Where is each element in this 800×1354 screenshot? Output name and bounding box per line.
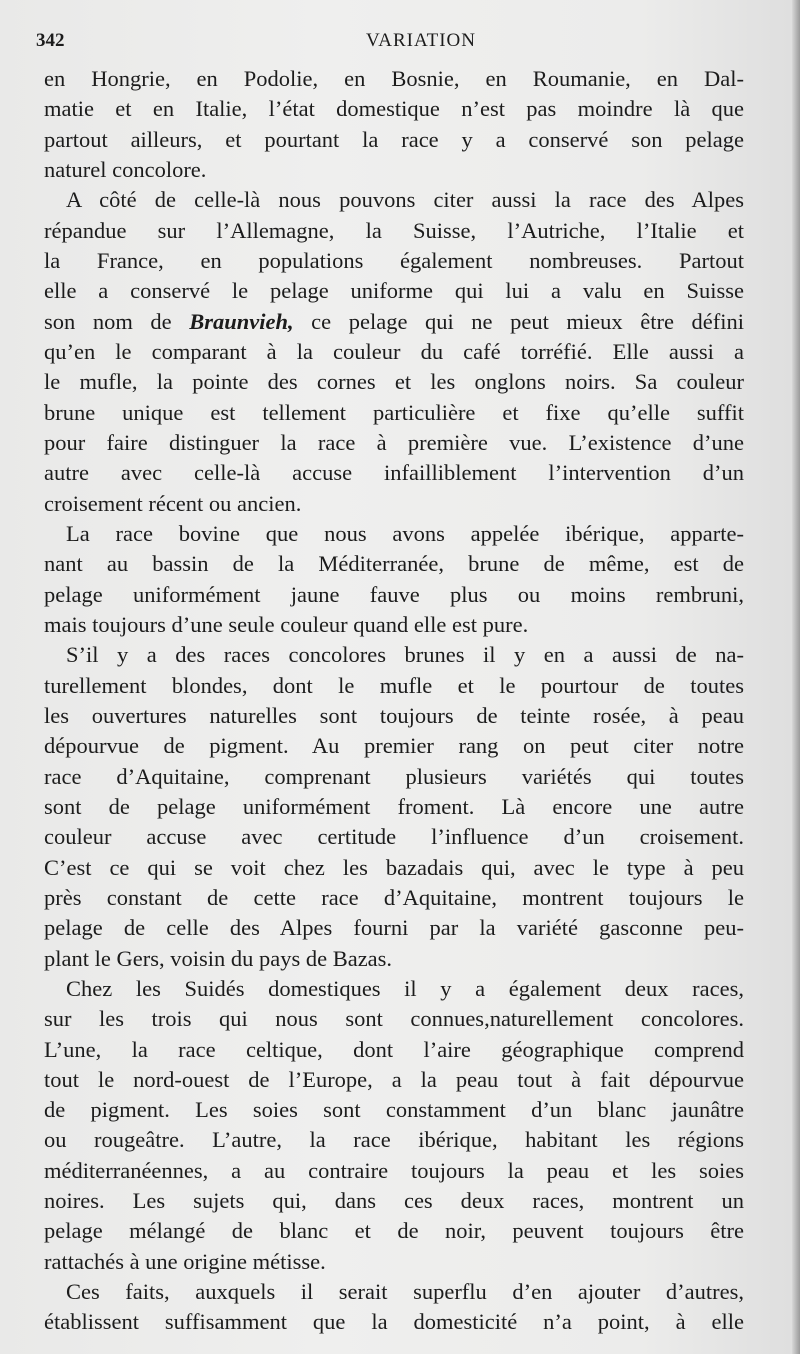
text-line: partout ailleurs, et pourtant la race y a conservé son pelage [44,126,744,152]
text-line: de pigment. Les soies sont constamment d’un blanc jaunâtre [44,1097,744,1123]
text-line: dépourvue de pigment. Au premier rang on peut citer notre [44,733,744,759]
text-line: croisement récent ou ancien. [44,490,302,516]
page-number: 342 [36,30,65,51]
text-segment: ce pelage qui ne peut mieux être défini [293,308,744,334]
text-line: répandue sur l’Allemagne, la Suisse, l’Autriche, l’Italie et [44,217,744,243]
paragraph-start-line: Ces faits, auxquels il serait superflu d’en ajouter d’autres, [66,1279,744,1305]
text-line: sur les trois qui nous sont connues,naturellement concolores. [44,1006,744,1032]
text-line: qu’en le comparant à la couleur du café torréfié. Elle aussi a [44,338,744,364]
text-line: C’est ce qui se voit chez les bazadais qui, avec le type à peu [44,854,744,880]
text-line: race d’Aquitaine, comprenant plusieurs variétés qui toutes [44,763,744,789]
text-line: la France, en populations également nombreuses. Partout [44,247,744,273]
text-line: en Hongrie, en Podolie, en Bosnie, en Roumanie, en Dal- [44,66,744,91]
paragraph-start-line: S’il y a des races concolores brunes il y en a aussi de na- [66,642,744,668]
paragraph-start-line: Chez les Suidés domestiques il y a également deux races, [66,975,744,1001]
text-line: noires. Les sujets qui, dans ces deux races, montrent un [44,1188,744,1214]
text-line: elle a conservé le pelage uniforme qui lui a valu en Suisse [44,278,744,304]
text-line: naturel concolore. [44,156,207,182]
text-line: autre avec celle-là accuse infailliblement l’intervention d’un [44,460,744,486]
text-line: méditerranéennes, a au contraire toujours la peau et les soies [44,1157,744,1183]
text-line: mais toujours d’une seule couleur quand elle est pure. [44,611,529,637]
text-line: les ouvertures naturelles sont toujours de teinte rosée, à peau [44,702,744,728]
text-line: sont de pelage uniformément froment. Là encore une autre [44,793,744,819]
text-line: tout le nord-ouest de l’Europe, a la peau tout à fait dépourvue [44,1066,744,1092]
text-line: pelage uniformément jaune fauve plus ou moins rembruni, [44,581,744,607]
text-line: rattachés à une origine métisse. [44,1248,326,1274]
text-line: turellement blondes, dont le mufle et le pourtour de toutes [44,672,744,698]
text-line: le mufle, la pointe des cornes et les onglons noirs. Sa couleur [44,369,744,395]
running-title: VARIATION [366,30,476,51]
text-line: L’une, la race celtique, dont l’aire géographique comprend [44,1036,744,1062]
text-line: pour faire distinguer la race à première vue. L’existence d’une [44,429,744,455]
page-edge-shadow [792,0,800,1354]
text-line: brune unique est tellement particulière et fixe qu’elle suffit [44,399,744,425]
text-line: établissent suffisamment que la domesticité n’a point, à elle [44,1309,744,1335]
text-line: couleur accuse avec certitude l’influence d’un croisement. [44,824,744,850]
text-line: plant le Gers, voisin du pays de Bazas. [44,945,393,971]
text-line: matie et en Italie, l’état domestique n’est pas moindre là que [44,96,744,122]
text-segment: son nom de [44,308,190,334]
text-line: nant au bassin de la Méditerranée, brune de même, est de [44,551,744,577]
italic-term-braunvieh: Braunvieh, [189,308,294,334]
text-line: près constant de cette race d’Aquitaine, montrent toujours le [44,884,744,910]
text-line: ou rougeâtre. L’autre, la race ibérique, habitant les régions [44,1127,744,1153]
text-line: pelage de celle des Alpes fourni par la variété gasconne peu- [44,915,744,941]
paragraph-start-line: A côté de celle-là nous pouvons citer aussi la race des Alpes [66,187,744,213]
paragraph-start-line: La race bovine que nous avons appelée ibérique, apparte- [66,520,744,546]
text-line-with-italic [44,307,744,337]
body-text [44,64,744,1338]
text-line: pelage mélangé de blanc et de noir, peuvent toujours être [44,1218,744,1244]
page-header [36,30,746,58]
